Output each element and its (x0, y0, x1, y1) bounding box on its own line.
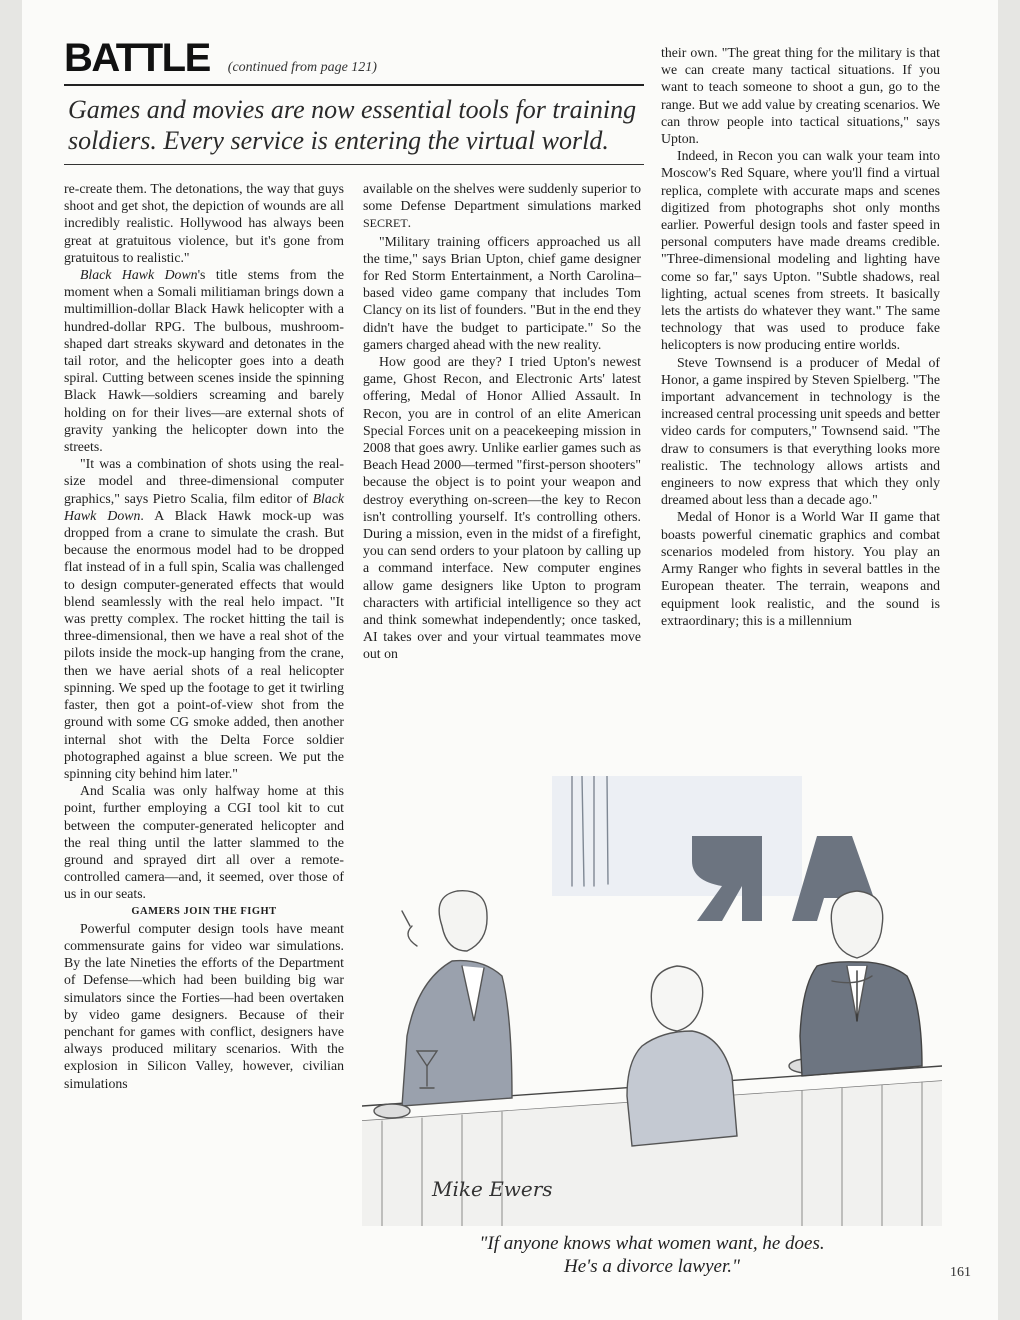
cartoon-illustration (362, 776, 942, 1226)
header-rule (64, 84, 644, 86)
film-title: Black Hawk Down (80, 267, 198, 283)
subheading: GAMERS JOIN THE FIGHT (131, 905, 277, 917)
paragraph: And Scalia was only halfway home at this point, further employing a CGI tool kit to cut between the computer-generated helicopter and the real thing until the latter slammed to the ground and sprayed dirt all over a remote-controlled camera—and, it seemed, over those of us in our seats. (64, 783, 344, 902)
paragraph (64, 455, 344, 782)
paragraph (64, 266, 344, 455)
column-1 (64, 180, 344, 1280)
caption-line: He's a divorce lawyer." (564, 1256, 740, 1277)
paragraph: Medal of Honor is a World War II game that boasts powerful cinematic graphics and combat scenarios modeled from history. You play an Army Ranger who fights in several battles in the European theater. The terrain, weapons and equipment look realistic, and the sound is extraordinary; this is a millennium (661, 509, 940, 628)
artist-signature: Mike Ewers (432, 1177, 553, 1201)
page-number: 161 (950, 1265, 971, 1280)
paragraph-text: "It was a combination of shots using the real-size model and three-dimensional computer graphics," says Pietro Scalia, film editor of (64, 456, 344, 506)
paragraph: Indeed, in Recon you can walk your team into Moscow's Red Square, where you'll find a virtual replica, complete with accurate maps and scenes digitized from photographs shot only months earlier. Powerful design tools and faster speed in personal computers have made dreams credible. "Three-dimensional modeling and lighting have come so far," says Upton. "Subtle shadows, real lighting, actual scenes from streets. It basically lets the artists do whatever they want." The same technology that was used to produce fake helicopters is now producing entire worlds. (661, 148, 940, 353)
paragraph-text: available on the shelves were suddenly superior to some Defense Department simulations marked (363, 181, 641, 214)
paragraph-text: 's title stems from the moment when a Somali militiaman brings down a multimillion-dollar Black Hawk helicopter with a hundred-dollar RPG. The bulbous, mushroom-shaped dart streaks skyward and detonates in the tail rotor, and the helicopter goes into a death spiral. Cutting between scenes inside the spinning Black Hawk—soldiers screaming and barely holding on for their lives—are external shots of gravity yanking the helicopter down into the streets. (64, 267, 344, 455)
film-title: Black Hawk Down (64, 490, 344, 523)
page-edge-left (0, 0, 22, 1320)
cartoon-caption (362, 1232, 942, 1278)
continued-note: (continued from page 121) (227, 60, 377, 75)
paragraph (363, 180, 641, 233)
paragraph: Powerful computer design tools have meant commensurate gains for video war simulations. By the late Nineties the efforts of the Department of Defense—which had been building big war simulators since the Forties—had been overtaken by video game designers. Because of their penchant for games with conflict, designers have always produced military scenarios. With the explosion in Silicon Valley, however, civilian simulations (64, 920, 344, 1091)
paragraph-text: . A Black Hawk mock-up was dropped from a crane to simulate the crash. But because the enormous model had to be dropped flat instead of in a full spin, Scalia was challenged to design computer-generated effects that would blend seamlessly with the real helo impact. "It was pretty complex. The rocket hitting the tail is three-dimensional, then we have a real shot of the pilots inside the mock-up hanging from the crane, then we have aerial shots of a real helicopter spinning. We sped up the footage to get it twirling faster, then got a point-of-view shot from the ground with some CG smoke added, then another internal shot with the Delta Force soldier photographed against a blue screen. We put the spinning city behind him later." (64, 507, 344, 781)
page-edge-right (998, 0, 1020, 1320)
deck-text: Games and movies are now essential tools for training soldiers. Every service is entering the virtual world. (68, 95, 637, 155)
secret-marker: SECRET (363, 216, 408, 231)
paragraph: How good are they? I tried Upton's newest game, Ghost Recon, and Electronic Arts' latest offering, Medal of Honor Allied Assault. In Recon, you are in control of an elite American Special Forces unit on a peacekeeping mission in 2008 that goes awry. Unlike earlier games such as Beach Head 2000—termed "first-person shooters" because the object is to point your weapon and destroy everything on-screen—the key to Recon isn't controlling yourself. It's controlling others. During a mission, even in the midst of a firefight, you can send orders to your platoon by calling up a command interface. New computer engines allow game designers like Upton to program characters with artificial intelligence so they act and think somewhat independently; once tasked, AI takes over and your virtual teammates move out on (363, 354, 641, 662)
article-header (64, 36, 644, 165)
paragraph: Steve Townsend is a producer of Medal of Honor, a game inspired by Steven Spielberg. "The important advancement in technology is the increased central processing unit speeds and better video cards for computers," Townsend said. "The draw to consumers is that everything looks more realistic. The technology allows artists and engineers to now express that which they only dreamed about less than a decade ago." (661, 354, 940, 508)
paragraph: their own. "The great thing for the military is that we can create many tactical situations. If you want to teach someone to shoot a gun, go to the range. But we add value by creating scenarios. We can throw people into tactical situations," says Upton. (661, 45, 940, 147)
paragraph: "Military training officers approached us all the time," says Brian Upton, chief game designer for Red Storm Entertainment, a North Carolina–based video game company that includes Tom Clancy on its list of founders. "But in the end they didn't have the budget to participate." So the gamers charged ahead with the new reality. (363, 233, 641, 352)
caption-line: "If anyone knows what women want, he does. (479, 1233, 825, 1254)
deck-rule (64, 164, 644, 165)
paragraph: re-create them. The detonations, the way that guys shoot and get shot, the depiction of wounds are all incredibly realistic. Hollywood has always been great at gratuitous violence, but it's gone from gratuitous to realistic." (64, 181, 344, 265)
column-2 (363, 180, 641, 755)
section-title: BATTLE (64, 36, 210, 80)
paragraph-text: . (407, 215, 412, 231)
column-3 (661, 44, 940, 755)
